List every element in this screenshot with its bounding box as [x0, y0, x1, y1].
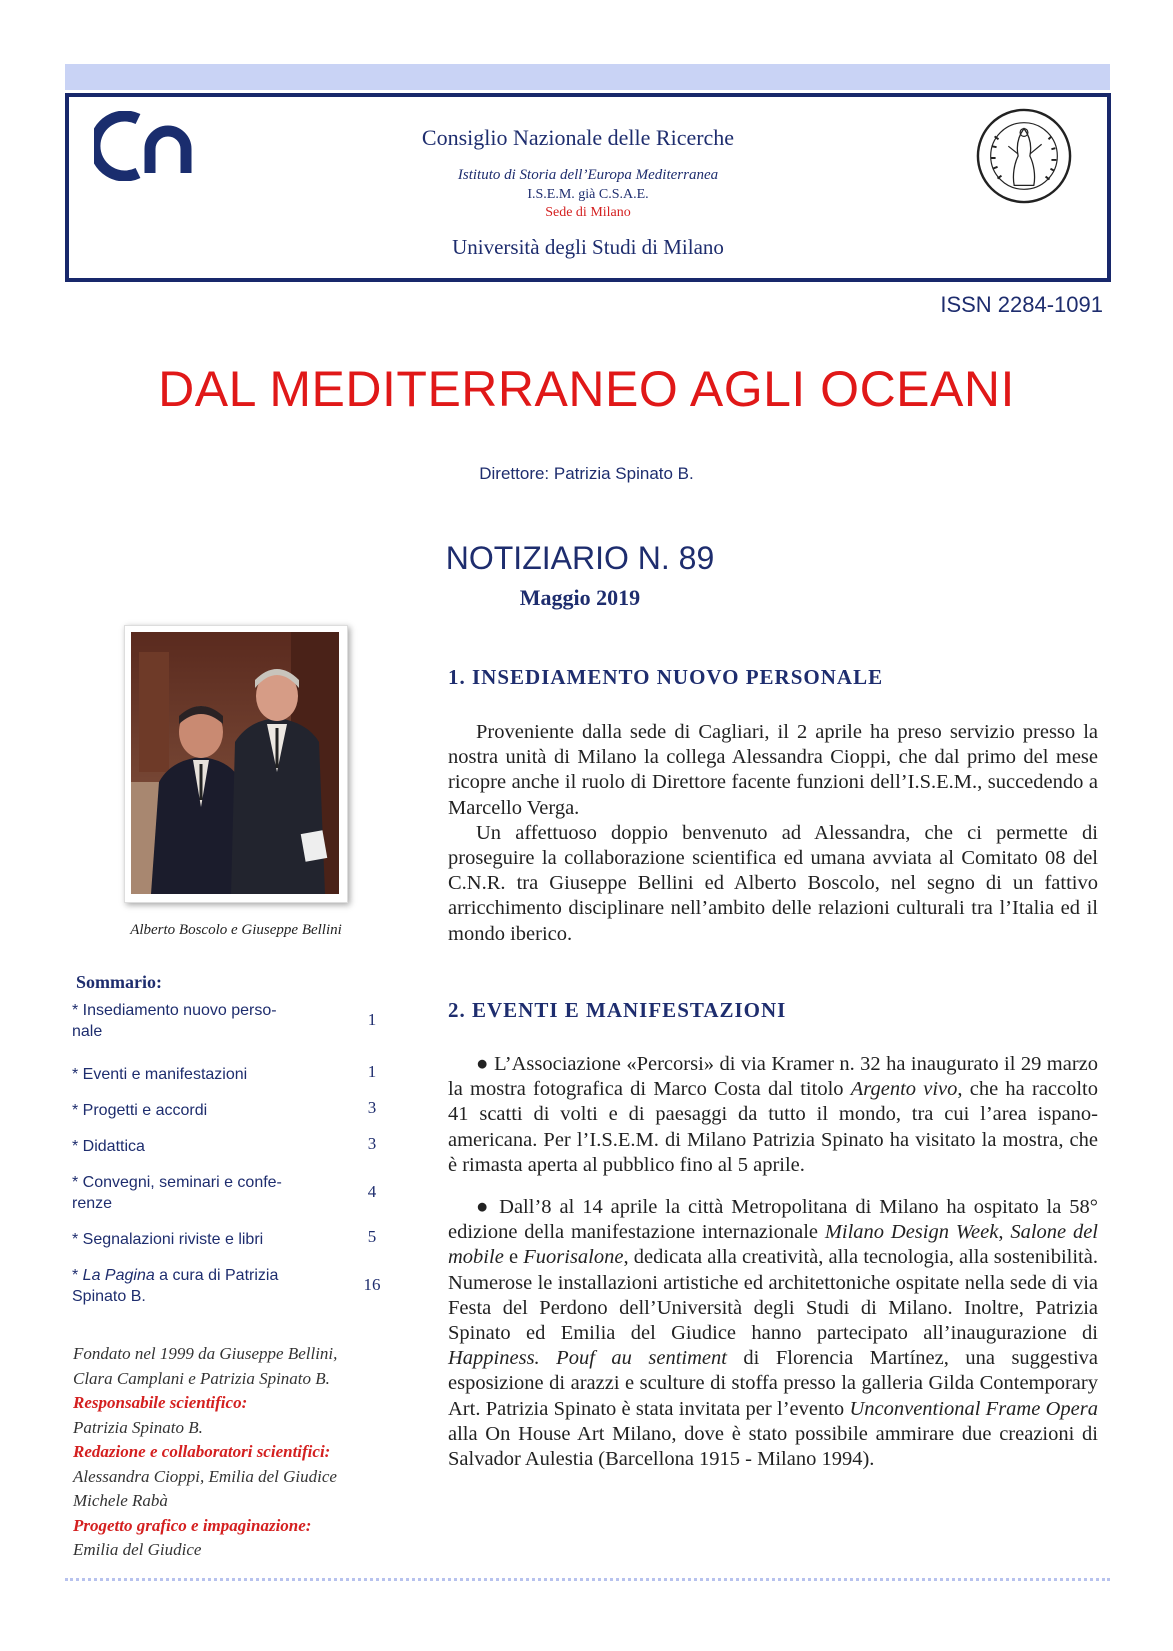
text-run-italic: Unconventional Frame Opera [849, 1397, 1098, 1420]
text-run: , [998, 1221, 1011, 1244]
summary-item-page: 1 [367, 1010, 377, 1029]
summary-item-label [72, 1265, 322, 1307]
bullet-paragraph [448, 1195, 1098, 1472]
summary-item-label: * Eventi e manifestazioni [72, 1066, 248, 1083]
summary-item-page: 1 [367, 1062, 377, 1081]
issue-date: Maggio 2019 [519, 585, 641, 610]
summary-item-page: 16 [363, 1275, 381, 1294]
text-run: di Florencia Martínez, una suggestiva esposizione di arazzi e sculture di stoffa presso la galleria Gilda Contemporary Art. Patrizia Spinato è stata invitata per l’evento [448, 1347, 1099, 1420]
paragraph: Proveniente dalla sede di Cagliari, il 2 aprile ha preso servizio presso la nostra unità di Milano la collega Alessandra Cioppi, che dal primo del mese ricopre anche il ruolo di Direttore facente funzioni dell’I.S.E.M., succedendo a Marcello Verga. [448, 721, 1098, 819]
text-run-italic: Fuorisalone [523, 1246, 624, 1269]
founded-line: Fondato nel 1999 da Giuseppe Bellini, [73, 1344, 338, 1363]
university-name: Università degli Studi di Milano [452, 235, 724, 259]
text-run-italic: Argento vivo [850, 1078, 958, 1101]
text-run: , dedicata alla creatività, alla tecnologia, alla sostenibilità. Numerose le installazioni artistiche ed architettoniche ospitate nella sede di via Festa del Perdono dell’Università degli Studi di Milano. Inoltre, Patrizia Spinato ed Emilia del Giudice hanno partecipato all’inaugurazione di [448, 1246, 1098, 1345]
isem-name: I.S.E.M. già C.S.A.E. [527, 187, 649, 202]
top-bar [65, 64, 1110, 90]
text-run: alla On House Art Milano, dove è stato possibile ammirare due creazioni di Salvador Aulestia (Barcellona 1915 - Milano 1994). [448, 1422, 1098, 1471]
summary-item-label: * Insediamento nuovo perso- nale [72, 1002, 277, 1040]
text-run: e [503, 1246, 524, 1269]
portrait-photo [131, 632, 339, 894]
summary-item-prefix: * [72, 1267, 83, 1284]
resp-name: Patrizia Spinato B. [73, 1417, 203, 1437]
redazione-label: Redazione e collaboratori scientifici: [73, 1442, 331, 1461]
text-run-italic: Salone del mobile [448, 1221, 1098, 1269]
graphic-label: Progetto grafico e impaginazione: [73, 1515, 312, 1535]
photo-frame [124, 625, 348, 903]
redazione-names-1: Alessandra Cioppi, Emilia del Giudice [73, 1466, 337, 1486]
credits [73, 1342, 413, 1563]
issue-number: NOTIZIARIO N. 89 [445, 540, 715, 576]
text-run: ● L’Associazione «Percorsi» di via Kramer n. 32 ha inaugurato il 29 marzo la mostra fotografica di Marco Costa dal titolo [448, 1053, 1098, 1101]
text-run: , che ha raccolto 41 scatti di volti e di paesaggi da tutto il mondo, tra cui l’area ispano-americana. Per l’I.S.E.M. di Milano Patrizia Spinato ha visitato la mostra, che è rimasta aperta al pubblico fino al 5 aprile. [448, 1078, 1099, 1176]
institute-name: Istituto di Storia dell’Europa Mediterranea [457, 167, 719, 183]
text-run-italic: Happiness. Pouf au sentiment [448, 1347, 727, 1370]
summary-item-page: 3 [367, 1134, 377, 1153]
summary-item-italic: La Pagina [82, 1267, 155, 1284]
section-heading: 2. EVENTI E MANIFESTAZIONI [448, 998, 787, 1022]
resp-label: Responsabile scientifico: [73, 1393, 248, 1412]
redazione-names-2: Michele Rabà [73, 1491, 168, 1510]
photo-caption: Alberto Boscolo e Giuseppe Bellini [130, 922, 342, 938]
summary-title: Sommario: [76, 972, 162, 992]
summary-item-page: 4 [367, 1182, 377, 1201]
cnr-name: Consiglio Nazionale delle Ricerche [421, 125, 735, 150]
summary-item-page: 5 [367, 1227, 377, 1246]
issn: ISSN 2284-1091 [940, 292, 1103, 317]
section-heading: 1. INSEDIAMENTO NUOVO PERSONALE [448, 665, 884, 689]
summary-item-page: 3 [367, 1098, 377, 1117]
sede-name: Sede di Milano [545, 205, 631, 220]
paragraph: Un affettuoso doppio benvenuto ad Alessandra, che ci permette di proseguire la collaborazione scientifica ed umana avviata al Comitato 08 del C.N.R. tra Giuseppe Bellini ed Alberto Boscolo, nel segno di un fattivo arricchimento disciplinare nell’ambito delle relazioni culturali tra l’Italia ed il mondo iberico. [448, 821, 1098, 945]
graphic-name: Emilia del Giudice [73, 1540, 202, 1559]
summary-item-suffix: a cura di Patrizia Spinato B. [72, 1267, 279, 1305]
section-body [448, 1052, 1098, 1472]
summary-item-label: * Didattica [72, 1138, 145, 1155]
text-run-italic: Milano Design Week [824, 1221, 999, 1244]
founded-line-2: Clara Camplani e Patrizia Spinato B. [73, 1368, 330, 1388]
footer-divider [65, 1578, 1110, 1581]
summary-item-label: * Progetti e accordi [72, 1102, 208, 1119]
newsletter-title: DAL MEDITERRANEO AGLI OCEANI [158, 361, 1015, 417]
section-body [448, 720, 1098, 947]
text-run: ● Dall’8 al 14 aprile la città Metropolitana di Milano ha ospitato la 58° edizione della manifestazione internazionale [448, 1196, 1098, 1244]
summary-item-label: * Convegni, seminari e confe- renze [72, 1174, 282, 1212]
director: Direttore: Patrizia Spinato B. [479, 464, 694, 483]
bullet-paragraph [448, 1052, 1098, 1178]
masthead [65, 93, 1111, 282]
summary-item-label: * Segnalazioni riviste e libri [72, 1231, 264, 1248]
university-seal [975, 107, 1073, 205]
